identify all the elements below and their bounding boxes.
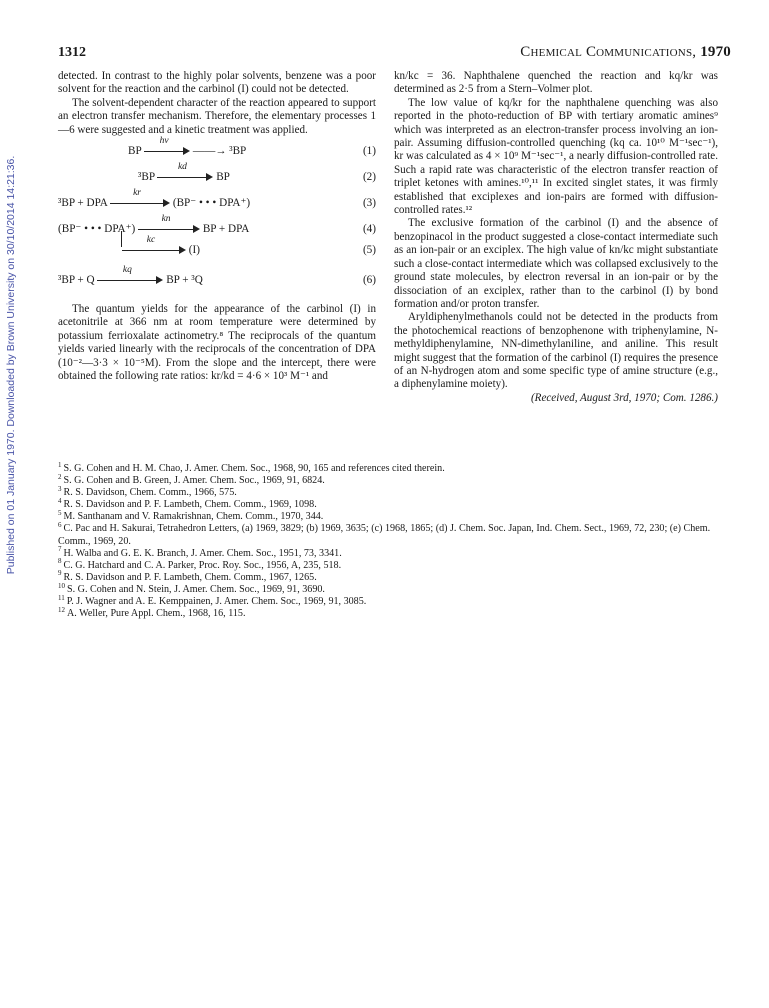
received-date: (Received, August 3rd, 1970; Com. 1286.) xyxy=(530,391,718,404)
running-title xyxy=(520,44,731,61)
reaction-arrow xyxy=(144,136,190,156)
references-list xyxy=(58,460,718,620)
reaction-4 xyxy=(58,214,376,239)
paragraph: Aryldiphenylmethanols could not be detected in the products from the photochemical reactions of benzophenone with triphenylamine, N-methyldiphenylamine, NN-dimethylaniline, and aniline. This result might suggest that the formation of the carbinol (I) requires the presence of an N-hydrogen atom and some specific type of amine structure (e.g., a diphenylamine moiety). xyxy=(394,311,718,391)
reference-number: 9 xyxy=(58,569,62,578)
rate-constant: kq xyxy=(122,265,132,276)
reference-item xyxy=(58,472,718,487)
rate-constant: kd xyxy=(177,162,187,173)
reference-number: 1 xyxy=(58,460,62,469)
left-column xyxy=(58,70,376,383)
equation-number: (1) xyxy=(362,145,376,158)
reference-item xyxy=(58,545,718,560)
reactant: ³BP + Q xyxy=(58,274,95,287)
product: (BP⁻ • • • DPA⁺) xyxy=(172,197,251,210)
paragraph: The low value of kq/kr for the naphthalene quenching was also reported in the photo-reduction of BP with tertiary aromatic amines⁹ which was interpreted as an electron-transfer process involving an ion-pair. Assuming diffusion-controlled quenching (kq ca. 10¹⁰ M⁻¹sec⁻¹), kr was calculated as 4 × 10⁹ M⁻¹sec⁻¹, a nearly diffusion-controlled rate. Such a rapid rate was characteristic of the electron transfer reaction of triplet ketones with amines.¹⁰,¹¹ In excited singlet states, it was firmly established that exciplexes and ion-pairs are formed with diffusion-controlled rates.¹² xyxy=(394,96,718,217)
equation-number: (4) xyxy=(362,223,376,236)
paragraph: detected. In contrast to the highly polar solvents, benzene was a poor solvent for the reaction and the carbinol (I) could not be detected. xyxy=(58,70,376,96)
equation-number: (3) xyxy=(362,197,376,210)
reference-number: 8 xyxy=(58,557,62,566)
reaction-3 xyxy=(58,188,376,213)
product: ——→ ³BP xyxy=(192,145,247,158)
reaction-arrow xyxy=(122,235,186,255)
equation-number: (2) xyxy=(362,171,376,184)
reference-text: R. S. Davidson, Chem. Comm., 1966, 575. xyxy=(63,487,237,499)
reaction-1 xyxy=(58,136,376,161)
reference-text: C. Pac and H. Sakurai, Tetrahedron Letters, (a) 1969, 3829; (b) 1969, 3635; (c) 1968, 1865; (d) J. Chem. Soc. Japan, Ind. Chem. Sect., 1969, 72, 230; (e) Chem. Comm., 1969, 20. xyxy=(58,523,711,547)
reaction-6 xyxy=(58,265,376,290)
reference-text: R. S. Davidson and P. F. Lambeth, Chem. Comm., 1967, 1265. xyxy=(63,571,317,583)
reference-item xyxy=(58,569,718,584)
reference-number: 4 xyxy=(58,496,62,505)
page-number: 1312 xyxy=(58,45,86,60)
paragraph: The quantum yields for the appearance of the carbinol (I) in acetonitrile at 366 nm at room temperature were determined by potassium ferrioxalate actinometry.⁸ The reciprocals of the quantum yields varied linearly with the reciprocals of the concentration of DPA (10⁻²—3·3 × 10⁻⁵M). From the slope and the intercept, there were obtained the following rate ratios: kr/kd = 4·6 × 10³ M⁻¹ and xyxy=(58,303,376,383)
reference-text: A. Weller, Pure Appl. Chem., 1968, 16, 115. xyxy=(67,608,246,620)
reaction-arrow xyxy=(97,265,163,285)
reference-item xyxy=(58,581,718,596)
reference-number: 12 xyxy=(58,605,65,614)
reference-item xyxy=(58,557,718,572)
reference-item xyxy=(58,523,718,547)
reference-item xyxy=(58,511,718,523)
reference-number: 11 xyxy=(58,593,65,602)
reference-text: S. G. Cohen and H. M. Chao, J. Amer. Chem. Soc., 1968, 90, 165 and references cited therein. xyxy=(63,463,445,474)
reference-number: 7 xyxy=(58,545,62,554)
journal-name: Chemical Communications, xyxy=(520,44,697,60)
right-column xyxy=(394,70,718,405)
reactant: ³BP xyxy=(138,171,155,184)
paragraph: The exclusive formation of the carbinol (I) and the absence of benzopinacol in the product suggested a close-contact intermediate such as an ion-pair or an exciplex. The high value of kn/kc might substantiate such a close-contact intermediate which was collapsed exclusively to the ground state molecules, by electron reversal in an ion-pair or by the dissociation of an exciplex, rather than to the carbinol (I) by bond formation and/or proton transfer. xyxy=(394,217,718,310)
reaction-scheme xyxy=(58,136,376,301)
reaction-arrow xyxy=(157,162,213,182)
product: BP + DPA xyxy=(202,223,250,236)
reactant: (BP⁻ • • • DPA⁺) xyxy=(58,223,136,236)
product: BP + ³Q xyxy=(166,274,203,287)
reactant: BP xyxy=(128,145,142,158)
download-watermark xyxy=(3,80,19,650)
rate-constant: kn xyxy=(161,214,171,225)
reference-item xyxy=(58,484,718,499)
reference-text: C. G. Hatchard and C. A. Parker, Proc. Roy. Soc., 1956, A, 235, 518. xyxy=(63,559,342,571)
paragraph: The solvent-dependent character of the reaction appeared to support an electron transfer mechanism. Therefore, the elementary processes 1—6 were suggested and a kinetic treatment was applied. xyxy=(58,96,376,136)
reactant: ³BP + DPA xyxy=(58,197,108,210)
page-header xyxy=(58,44,731,64)
reference-item xyxy=(58,605,718,620)
journal-year: 1970 xyxy=(700,44,731,60)
rate-constant: kc xyxy=(146,235,156,246)
reference-item xyxy=(58,460,718,475)
equation-number: (6) xyxy=(362,274,376,287)
reference-text: R. S. Davidson and P. F. Lambeth, Chem. Comm., 1969, 1098. xyxy=(63,499,317,511)
reference-text: S. G. Cohen and N. Stein, J. Amer. Chem. Soc., 1969, 91, 3690. xyxy=(67,583,325,595)
product: (I) xyxy=(188,244,200,257)
reference-text: S. G. Cohen and B. Green, J. Amer. Chem. Soc., 1969, 91, 6824. xyxy=(63,475,325,487)
reference-item xyxy=(58,593,718,608)
reference-item xyxy=(58,496,718,511)
download-watermark-text: Published on 01 January 1970. Downloaded by Brown University on 30/10/2014 14:21:36. xyxy=(5,155,17,575)
reference-text: M. Santhanam and V. Ramakrishnan, Chem. Comm., 1970, 344. xyxy=(63,511,324,523)
reaction-arrow xyxy=(110,188,170,208)
reference-number: 2 xyxy=(58,472,62,481)
paragraph: kn/kc = 36. Naphthalene quenched the reaction and kq/kr was determined as 2·5 from a Stern–Volmer plot. xyxy=(394,70,718,96)
reference-number: 5 xyxy=(58,509,62,518)
reaction-2 xyxy=(58,162,376,187)
product: BP xyxy=(216,171,230,184)
reference-number: 6 xyxy=(58,521,62,530)
reference-text: P. J. Wagner and A. E. Kemppainen, J. Amer. Chem. Soc., 1969, 91, 3085. xyxy=(66,596,367,608)
rate-constant: hν xyxy=(159,136,169,147)
reference-text: H. Walba and G. E. K. Branch, J. Amer. Chem. Soc., 1951, 73, 3341. xyxy=(63,547,342,559)
rate-constant: kr xyxy=(133,188,142,199)
reaction-arrow xyxy=(138,214,200,234)
reference-number: 10 xyxy=(58,581,65,590)
reference-number: 3 xyxy=(58,484,62,493)
equation-number: (5) xyxy=(362,244,376,257)
reaction-5 xyxy=(58,235,376,260)
